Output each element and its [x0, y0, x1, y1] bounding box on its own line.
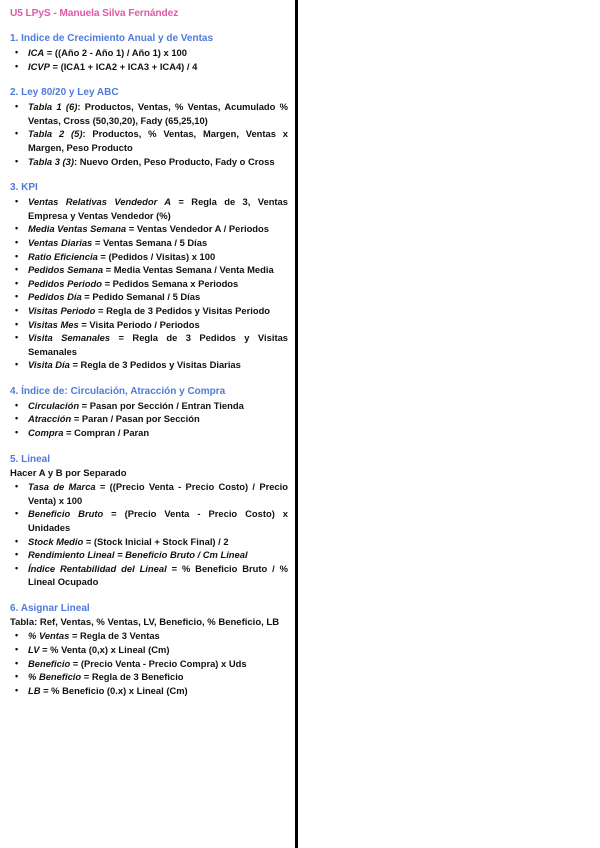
list-item	[15, 535, 288, 549]
list-item	[15, 60, 288, 74]
item-text: = (Stock Inicial + Stock Final) / 2	[83, 535, 229, 547]
bullet-icon: •	[15, 549, 19, 560]
item-text: = % Beneficio (0.x) x Lineal (Cm)	[40, 684, 188, 696]
list-item	[15, 46, 288, 60]
bullet-icon: •	[15, 481, 19, 492]
list-item	[15, 222, 288, 236]
bullet-icon: •	[15, 250, 19, 261]
item-text: = Regla de 3 Pedidos y Visitas Semanales	[28, 332, 288, 357]
item-term: Índice Rentabilidad del Lineal	[28, 562, 167, 574]
item-text: : Productos, % Ventas, Margen, Ventas x Margen, Peso Producto	[28, 128, 288, 153]
bullet-icon: •	[15, 427, 19, 438]
section-intro: Hacer A y B por Separado	[10, 467, 127, 479]
bullet-icon: •	[15, 47, 19, 57]
item-term: Media Ventas Semana	[28, 223, 127, 235]
item-term: Visita Semanales	[28, 332, 111, 344]
item-term: Tabla 3 (3)	[28, 155, 75, 167]
bullet-icon: •	[15, 128, 19, 139]
list-item	[15, 548, 288, 562]
list-item	[15, 277, 288, 291]
bullet-icon: •	[15, 155, 19, 166]
bullet-list	[10, 46, 288, 73]
section-1	[10, 32, 288, 73]
bullet-icon: •	[15, 236, 19, 247]
item-text: = Paran / Pasan por Sección	[71, 413, 200, 425]
list-item	[15, 318, 288, 332]
bullet-icon: •	[15, 508, 19, 519]
list-item	[15, 684, 288, 698]
item-text: : Productos, Ventas, % Ventas, Acumulado % Ventas, Cross (50,30,20), Fady (65,25,10)	[28, 101, 288, 126]
item-term: LB	[28, 684, 41, 696]
item-text: = ((Precio Venta - Precio Costo) / Precio Venta) x 100	[28, 481, 288, 506]
bullet-icon: •	[15, 101, 19, 112]
bullet-icon: •	[15, 304, 19, 315]
item-term: Visita Día	[28, 359, 70, 371]
bullet-list	[10, 100, 288, 168]
item-text: = Pasan por Sección / Entran Tienda	[79, 399, 244, 411]
list-item	[15, 236, 288, 250]
item-text: = Regla de 3 Pedidos y Visitas Periodo	[95, 304, 271, 316]
bullet-icon: •	[15, 657, 19, 668]
bullet-icon: •	[15, 359, 19, 370]
item-text: = (Pedidos / Visitas) x 100	[97, 250, 216, 262]
bullet-list	[10, 480, 288, 589]
section-3	[10, 181, 288, 372]
list-item	[15, 412, 288, 426]
bullet-list	[10, 399, 288, 440]
list-item	[15, 290, 288, 304]
list-item	[15, 507, 289, 534]
item-term: Tabla 2 (5)	[28, 128, 83, 140]
section-heading: 3. KPI	[10, 182, 38, 194]
list-item	[15, 331, 288, 358]
section-heading: 6. Asignar Lineal	[10, 602, 90, 614]
section-intro: Tabla: Ref, Ventas, % Ventas, LV, Beneficio, % Beneficio, LB	[10, 616, 280, 628]
bullet-icon: •	[15, 277, 19, 288]
bullet-icon: •	[15, 291, 19, 302]
item-term: Visitas Mes	[28, 318, 79, 330]
item-term: Atracción	[28, 413, 72, 425]
bullet-list	[10, 195, 288, 372]
section-heading: 1. Indice de Crecimiento Anual y de Ventas	[10, 33, 214, 44]
list-item	[15, 643, 288, 657]
item-text: = ((Año 2 - Año 1) / Año 1) x 100	[44, 47, 187, 58]
bullet-icon: •	[15, 60, 19, 71]
item-term: Ventas Diarias	[28, 236, 93, 248]
item-text: = Ventas Semana / 5 Días	[92, 236, 208, 248]
item-term: % Beneficio	[28, 671, 82, 683]
item-term: Circulación	[28, 399, 80, 411]
item-text: = Regla de 3 Beneficio	[81, 671, 184, 683]
item-term: Tabla 1 (6)	[28, 101, 78, 113]
item-term: Ventas Relativas Vendedor A	[28, 196, 172, 208]
item-term: ICA	[28, 47, 45, 58]
bullet-icon: •	[15, 535, 19, 546]
item-term: Pedidos Semana	[28, 264, 104, 276]
item-text: = (Precio Venta - Precio Costo) x Unidades	[28, 508, 289, 533]
list-item	[15, 127, 288, 154]
list-item	[15, 629, 288, 643]
item-text: = Regla de 3 Pedidos y Visitas Diarias	[69, 359, 241, 371]
item-term: Beneficio Bruto	[28, 508, 104, 520]
list-item	[15, 155, 288, 169]
section-heading: 4. Índice de: Circulación, Atracción y Compra	[10, 385, 226, 397]
item-text: = Ventas Vendedor A / Periodos	[126, 223, 269, 235]
item-text: = (Precio Venta - Precio Compra) x Uds	[70, 657, 247, 669]
item-text: = Compran / Paran	[63, 427, 150, 439]
item-term: Beneficio	[28, 657, 71, 669]
document-column	[0, 0, 298, 848]
section-4	[10, 385, 288, 440]
item-term: Pedidos Periodo	[28, 277, 102, 289]
item-text: = (ICA1 + ICA2 + ICA3 + ICA4) / 4	[49, 60, 198, 72]
bullet-icon: •	[15, 196, 19, 207]
list-item	[15, 562, 288, 589]
item-term: LV	[28, 644, 40, 655]
item-term: Compra	[28, 427, 64, 439]
bullet-icon: •	[15, 332, 19, 343]
item-text: : Nuevo Orden, Peso Producto, Fady o Cross	[74, 155, 275, 167]
section-heading: 5. Lineal	[10, 453, 51, 465]
document-title: U5 LPyS - Manuela Silva Fernández	[10, 8, 179, 19]
bullet-icon: •	[15, 413, 19, 424]
item-text: = Regla de 3, Ventas Empresa y Ventas Vendedor (%)	[28, 196, 288, 221]
item-term: Pedidos Día	[28, 291, 82, 303]
section-heading: 2. Ley 80/20 y Ley ABC	[10, 87, 119, 99]
section-2	[10, 86, 288, 168]
item-term: % Ventas	[28, 630, 70, 642]
bullet-icon: •	[15, 562, 19, 573]
list-item	[15, 399, 288, 413]
section-5	[10, 453, 288, 589]
bullet-icon: •	[15, 630, 19, 641]
item-term: Ratio Eficiencia	[28, 250, 98, 262]
item-term: Tasa de Marca	[28, 481, 96, 493]
list-item	[15, 657, 288, 671]
list-item	[15, 670, 288, 684]
bullet-icon: •	[15, 671, 19, 682]
list-item	[15, 426, 288, 440]
list-item	[15, 100, 288, 127]
item-text: = % Venta (0,x) x Lineal (Cm)	[39, 644, 170, 655]
list-item	[15, 304, 288, 318]
list-item	[15, 250, 288, 264]
item-text: = Pedido Semanal / 5 Días	[81, 291, 201, 303]
item-text: = Regla de 3 Ventas	[69, 630, 160, 642]
item-term: ICVP	[28, 60, 50, 72]
bullet-icon: •	[15, 318, 19, 329]
item-term: Rendimiento Lineal = Beneficio Bruto / Cm Lineal	[28, 549, 248, 561]
item-text: = Pedidos Semana x Periodos	[101, 277, 239, 289]
list-item	[15, 358, 288, 372]
bullet-icon: •	[15, 684, 19, 695]
list-item	[15, 195, 288, 222]
item-term: Visitas Periodo	[28, 304, 96, 316]
section-6	[10, 602, 288, 697]
bullet-icon: •	[15, 399, 19, 410]
item-text: = % Beneficio Bruto / % Lineal Ocupado	[28, 562, 288, 588]
bullet-icon: •	[15, 223, 19, 234]
item-text: = Visita Periodo / Periodos	[78, 318, 200, 330]
bullet-list	[10, 629, 288, 697]
list-item	[15, 263, 288, 277]
list-item	[15, 480, 288, 507]
item-term: Stock Medio	[28, 535, 84, 547]
item-text: = Media Ventas Semana / Venta Media	[103, 264, 274, 276]
bullet-icon: •	[15, 644, 19, 654]
sections-container	[10, 32, 288, 697]
bullet-icon: •	[15, 264, 19, 275]
